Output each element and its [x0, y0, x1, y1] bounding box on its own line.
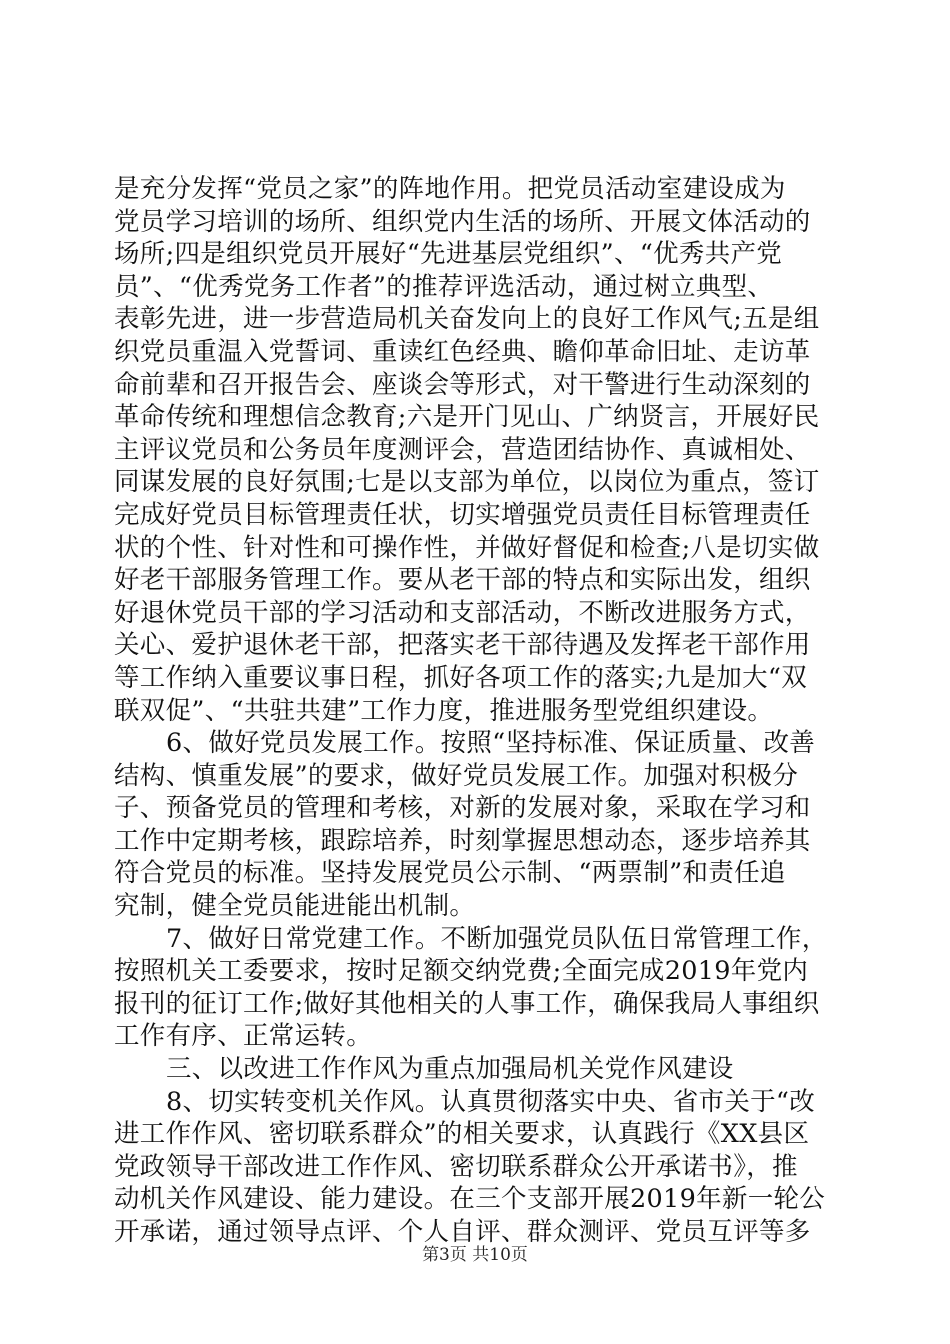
- body-line: 等工作纳入重要议事日程，抓好各项工作的落实;九是加大“双: [114, 662, 808, 693]
- paragraph-start-line: 7、做好日常党建工作。不断加强党员队伍日常管理工作，: [166, 923, 828, 954]
- page-number-footer: 第3页 共10页: [422, 1245, 528, 1265]
- body-line: 进工作作风、密切联系群众”的相关要求，认真践行《XX县区: [114, 1119, 810, 1150]
- body-line: 表彰先进，进一步营造局机关奋发向上的良好工作风气;五是组: [114, 304, 820, 335]
- body-line: 联双促”、“共驻共建”工作力度，推进服务型党组织建设。: [114, 695, 774, 726]
- document-body: [114, 173, 836, 1249]
- body-line: 主评议党员和公务员年度测评会，营造团结协作、真诚相处、: [114, 434, 811, 465]
- body-line: 究制，健全党员能进能出机制。: [114, 891, 476, 922]
- body-line: 革命传统和理想信念教育;六是开门见山、广纳贤言，开展好民: [114, 402, 820, 433]
- body-line: 报刊的征订工作;做好其他相关的人事工作，确保我局人事组织: [114, 988, 820, 1019]
- body-line: 党员学习培训的场所、组织党内生活的场所、开展文体活动的: [114, 206, 811, 237]
- body-line: 关心、爱护退休老干部，把落实老干部待遇及发挥老干部作用: [114, 630, 811, 661]
- body-line: 子、预备党员的管理和考核，对新的发展对象，采取在学习和: [114, 793, 811, 824]
- body-line: 状的个性、针对性和可操作性，并做好督促和检查;八是切实做: [114, 532, 820, 563]
- paragraph-start-line: 8、切实转变机关作风。认真贯彻落实中央、省市关于“改: [166, 1086, 816, 1117]
- body-line: 符合党员的标准。坚持发展党员公示制、“两票制”和责任追: [114, 858, 786, 889]
- body-line: 好老干部服务管理工作。要从老干部的特点和实际出发，组织: [114, 565, 811, 596]
- body-line: 动机关作风建设、能力建设。在三个支部开展2019年新一轮公: [114, 1184, 826, 1215]
- body-line: 好退休党员干部的学习活动和支部活动，不断改进服务方式，: [114, 597, 811, 628]
- body-line: 员”、“优秀党务工作者”的推荐评选活动，通过树立典型、: [114, 271, 774, 302]
- body-line: 织党员重温入党誓词、重读红色经典、瞻仰革命旧址、走访革: [114, 336, 811, 367]
- body-line: 完成好党员目标管理责任状，切实增强党员责任目标管理责任: [114, 499, 811, 530]
- section-heading: 三、以改进工作作风为重点加强局机关党作风建设: [166, 1054, 734, 1085]
- body-line: 结构、慎重发展”的要求，做好党员发展工作。加强对积极分: [114, 760, 799, 791]
- body-line: 工作中定期考核，跟踪培养，时刻掌握思想动态，逐步培养其: [114, 825, 811, 856]
- body-line: 按照机关工委要求，按时足额交纳党费;全面完成2019年党内: [114, 956, 809, 987]
- body-line: 同谋发展的良好氛围;七是以支部为单位，以岗位为重点，签订: [114, 467, 820, 498]
- body-line: 工作有序、正常运转。: [114, 1021, 373, 1052]
- body-line: 场所;四是组织党员开展好“先进基层党组织”、“优秀共产党: [114, 239, 783, 270]
- body-line: 命前辈和召开报告会、座谈会等形式，对干警进行生动深刻的: [114, 369, 811, 400]
- paragraph-start-line: 6、做好党员发展工作。按照“坚持标准、保证质量、改善: [166, 728, 816, 759]
- body-line: 是充分发挥“党员之家”的阵地作用。把党员活动室建设成为: [114, 174, 786, 204]
- body-line: 开承诺，通过领导点评、个人自评、群众测评、党员互评等多: [114, 1217, 811, 1247]
- body-line: 党政领导干部改进工作作风、密切联系群众公开承诺书》，推: [114, 1151, 798, 1182]
